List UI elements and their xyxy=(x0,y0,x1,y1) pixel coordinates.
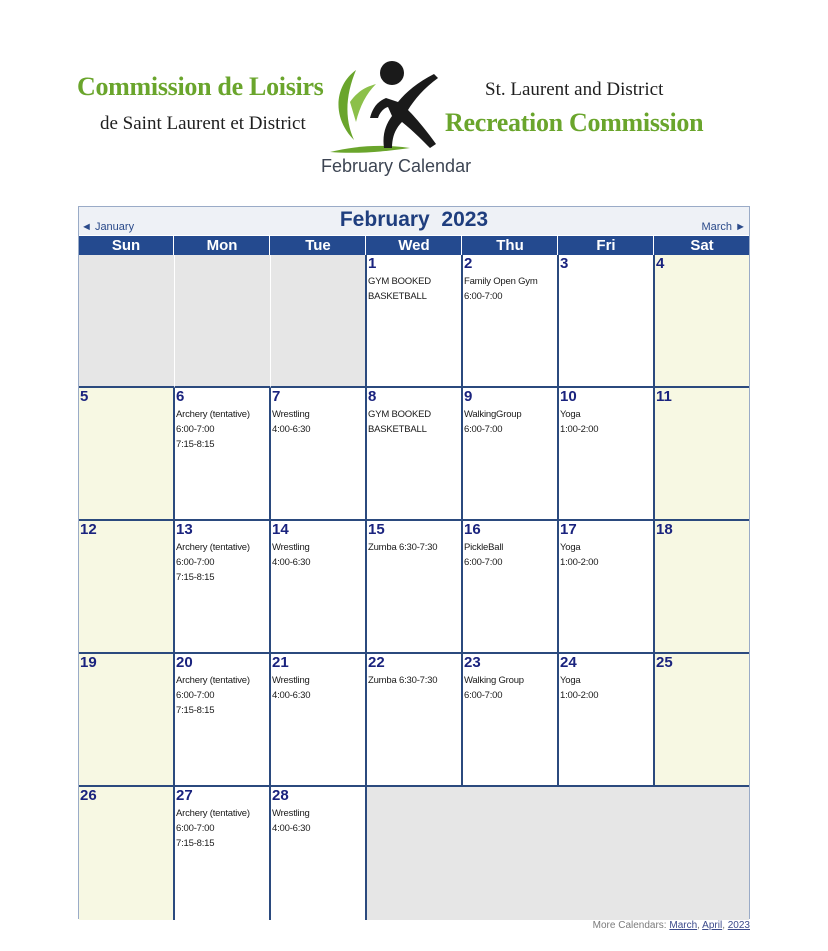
calendar-day-cell xyxy=(79,654,175,787)
event-text: 6:00-7:00 xyxy=(176,557,215,568)
org-name-english: St. Laurent and District xyxy=(485,79,664,100)
event-text: Family Open Gym xyxy=(464,276,538,287)
day-number: 20 xyxy=(176,654,193,671)
calendar-day-cell xyxy=(79,388,175,521)
calendar-day-cell xyxy=(175,787,271,920)
day-number: 27 xyxy=(176,787,193,804)
event-text: 4:00-6:30 xyxy=(272,823,311,834)
event-text: 6:00-7:00 xyxy=(176,823,215,834)
event-text: 4:00-6:30 xyxy=(272,424,311,435)
calendar-empty-cell xyxy=(175,255,271,388)
footer-link-2023[interactable]: 2023 xyxy=(727,920,750,931)
day-number: 16 xyxy=(464,521,481,538)
dow-mon: Mon xyxy=(175,236,270,255)
day-number: 28 xyxy=(272,787,289,804)
day-number: 11 xyxy=(656,388,672,405)
prev-month-link[interactable]: ◄ January xyxy=(81,221,135,233)
day-events xyxy=(272,407,363,437)
day-number: 2 xyxy=(464,255,473,272)
calendar-day-cell xyxy=(271,654,367,787)
day-events xyxy=(560,673,651,703)
event-text: Wrestling xyxy=(272,808,310,819)
day-of-week-header xyxy=(79,236,749,255)
dow-sat: Sat xyxy=(690,237,714,254)
day-events xyxy=(176,673,267,718)
day-events xyxy=(560,407,651,437)
event-text: Yoga xyxy=(560,542,581,553)
day-number: 7 xyxy=(272,388,281,405)
event-text: Walking Group xyxy=(464,675,524,686)
day-number: 12 xyxy=(80,521,97,538)
event-text: Archery (tentative) xyxy=(176,409,250,420)
event-text: 7:15-8:15 xyxy=(176,705,215,716)
calendar-empty-cell xyxy=(271,255,367,388)
event-text: 6:00-7:00 xyxy=(464,690,503,701)
day-number: 5 xyxy=(80,388,89,405)
event-text: 6:00-7:00 xyxy=(464,557,503,568)
day-number: 3 xyxy=(560,255,569,272)
dow-sun: Sun xyxy=(79,236,174,255)
day-number: 21 xyxy=(272,654,289,671)
day-events xyxy=(272,806,363,836)
calendar-day-cell xyxy=(79,787,175,920)
event-text: Wrestling xyxy=(272,542,310,553)
event-text: Archery (tentative) xyxy=(176,808,250,819)
day-number: 15 xyxy=(368,521,385,538)
dow-fri: Fri xyxy=(559,236,654,255)
footer-separator: , xyxy=(722,920,728,931)
day-events xyxy=(176,540,267,585)
day-number: 4 xyxy=(656,255,665,272)
calendar-day-cell xyxy=(367,388,463,521)
day-number: 6 xyxy=(176,388,185,405)
event-text: Zumba 6:30-7:30 xyxy=(368,675,438,686)
day-events xyxy=(368,407,459,437)
calendar-empty-cell xyxy=(559,787,655,920)
calendar-day-cell xyxy=(463,521,559,654)
calendar-day-cell xyxy=(367,654,463,787)
footer-link-march[interactable]: March xyxy=(669,920,698,931)
day-events xyxy=(176,407,267,452)
day-number: 1 xyxy=(368,255,377,272)
event-text: BASKETBALL xyxy=(368,424,427,435)
calendar-day-cell xyxy=(271,388,367,521)
event-text: GYM BOOKED xyxy=(368,409,431,420)
day-number: 26 xyxy=(80,787,97,804)
footer-separator: , xyxy=(697,920,703,931)
event-text: 6:00-7:00 xyxy=(464,291,503,302)
org-name-french: Commission de Loisirs xyxy=(77,72,324,101)
next-month-link[interactable]: March ► xyxy=(701,221,746,233)
running-figure-leaf-logo-icon xyxy=(326,58,438,156)
org-name-french-sub: de Saint Laurent et District xyxy=(100,113,306,134)
event-text: 6:00-7:00 xyxy=(464,424,503,435)
footer-link-april[interactable]: April xyxy=(702,920,723,931)
calendar-day-cell xyxy=(463,388,559,521)
day-events xyxy=(464,540,555,570)
day-number: 17 xyxy=(560,521,577,538)
event-text: Yoga xyxy=(560,409,581,420)
event-text: GYM BOOKED xyxy=(368,276,431,287)
day-events xyxy=(464,673,555,703)
day-events xyxy=(176,806,267,851)
event-text: Zumba 6:30-7:30 xyxy=(368,542,438,553)
event-text: 6:00-7:00 xyxy=(176,424,215,435)
day-events xyxy=(464,407,555,437)
event-text: PickleBall xyxy=(464,542,504,553)
day-number: 10 xyxy=(560,388,577,405)
event-text: Archery (tentative) xyxy=(176,542,250,553)
event-text: 6:00-7:00 xyxy=(176,690,215,701)
day-events xyxy=(368,274,459,304)
event-text: 7:15-8:15 xyxy=(176,572,215,583)
day-number: 8 xyxy=(368,388,377,405)
calendar-day-cell xyxy=(559,654,655,787)
day-number: 24 xyxy=(560,654,577,671)
dow-tue: Tue xyxy=(271,236,366,255)
calendar-day-cell xyxy=(655,521,749,654)
event-text: Yoga xyxy=(560,675,581,686)
event-text: Archery (tentative) xyxy=(176,675,250,686)
dow-thu: Thu xyxy=(463,236,558,255)
calendar-day-cell xyxy=(79,521,175,654)
calendar-day-cell xyxy=(559,388,655,521)
day-events xyxy=(368,673,459,688)
calendar-grid xyxy=(79,255,749,918)
calendar-day-cell xyxy=(367,521,463,654)
day-number: 25 xyxy=(656,654,673,671)
calendar-day-cell xyxy=(271,787,367,920)
calendar-day-cell xyxy=(463,255,559,388)
event-text: 4:00-6:30 xyxy=(272,557,311,568)
month-calendar xyxy=(78,206,750,919)
calendar-day-cell xyxy=(463,654,559,787)
page-subtitle: February Calendar xyxy=(321,156,472,176)
event-text: WalkingGroup xyxy=(464,409,522,420)
day-number: 22 xyxy=(368,654,385,671)
day-number: 18 xyxy=(656,521,673,538)
day-number: 14 xyxy=(272,521,289,538)
event-text: Wrestling xyxy=(272,409,310,420)
day-events xyxy=(272,540,363,570)
calendar-empty-cell xyxy=(367,787,463,920)
day-number: 13 xyxy=(176,521,193,538)
more-calendars-footer xyxy=(593,920,750,931)
day-number: 9 xyxy=(464,388,473,405)
dow-wed: Wed xyxy=(367,236,462,255)
event-text: 7:15-8:15 xyxy=(176,439,215,450)
footer-label: More Calendars: xyxy=(592,920,670,931)
event-text: 1:00-2:00 xyxy=(560,424,599,435)
event-text: 1:00-2:00 xyxy=(560,690,599,701)
calendar-empty-cell xyxy=(79,255,175,388)
org-name-english-sub: Recreation Commission xyxy=(445,108,704,137)
calendar-day-cell xyxy=(655,388,749,521)
day-events xyxy=(368,540,459,555)
calendar-day-cell xyxy=(271,521,367,654)
calendar-empty-cell xyxy=(463,787,559,920)
calendar-title: February 2023 xyxy=(339,208,489,231)
calendar-day-cell xyxy=(655,654,749,787)
day-events xyxy=(272,673,363,703)
event-text: Wrestling xyxy=(272,675,310,686)
day-events xyxy=(560,540,651,570)
day-number: 19 xyxy=(80,654,97,671)
event-text: BASKETBALL xyxy=(368,291,427,302)
event-text: 1:00-2:00 xyxy=(560,557,599,568)
calendar-day-cell xyxy=(175,388,271,521)
event-text: 4:00-6:30 xyxy=(272,690,311,701)
day-events xyxy=(464,274,555,304)
calendar-day-cell xyxy=(175,521,271,654)
event-text: 7:15-8:15 xyxy=(176,838,215,849)
calendar-day-cell xyxy=(175,654,271,787)
calendar-empty-cell xyxy=(655,787,749,920)
calendar-day-cell xyxy=(655,255,749,388)
calendar-day-cell xyxy=(559,255,655,388)
calendar-nav-bar xyxy=(79,207,749,235)
calendar-day-cell xyxy=(367,255,463,388)
day-number: 23 xyxy=(464,654,481,671)
calendar-day-cell xyxy=(559,521,655,654)
